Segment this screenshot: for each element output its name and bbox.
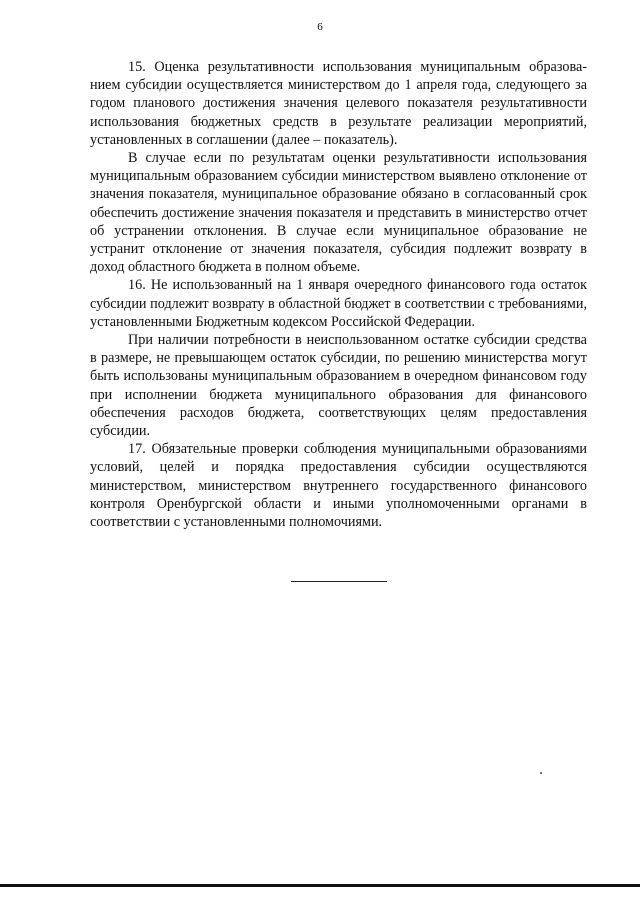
paragraph-deviation: В случае если по результатам оценки результативности использования муниципальным образованием субсидии министерством выявлено отклонение от значения показателя, муниципальное образование обязано в согласованный срок обеспечить достижение значения показателя и представить в министерство отчет об устранении отклонения. В случае если муниципальное образование не устранит отклонение от значения показателя, субсидия подлежит возврату в доход областного бюджета в полном объеме. bbox=[90, 150, 587, 276]
bottom-border-bar bbox=[0, 884, 640, 887]
scan-speck bbox=[540, 772, 542, 774]
paragraph-unused-balance: При наличии потребности в неиспользованном остатке субсидии средства в размере, не превышающем остаток субсидии, по решению министерства могут быть использованы муниципальным образованием в очередном финансовом году при исполнении бюджета муниципального образования для финансового обеспечения расходов бюджета, соответствующих целям предоставления субсидии. bbox=[90, 332, 587, 440]
document-body bbox=[90, 58, 587, 531]
end-separator-line bbox=[291, 581, 387, 582]
paragraph-item-15: 15. Оценка результативности использования муниципальным образованием субсидии осуществляется министерством до 1 апреля года, следующего за годом планового достижения значения целевого показателя результативности использования бюджетных средств в результате реализации мероприятий, установленных в соглашении (далее – показатель). bbox=[90, 59, 587, 148]
paragraph-item-16: 16. Не использованный на 1 января очередного финансового года остаток субсидии подлежит возврату в областной бюджет в соответствии с требованиями, установленными Бюджетным кодексом Российской Федерации. bbox=[90, 277, 587, 330]
paragraph-item-17: 17. Обязательные проверки соблюдения муниципальными образованиями условий, целей и порядка предоставления субсидии осуществляются министерством, министерством внутреннего государственного финансового контроля Оренбургской области и иными уполномоченными органами в соответствии с установленными полномочиями. bbox=[90, 441, 587, 531]
page-number: 6 bbox=[317, 21, 323, 33]
